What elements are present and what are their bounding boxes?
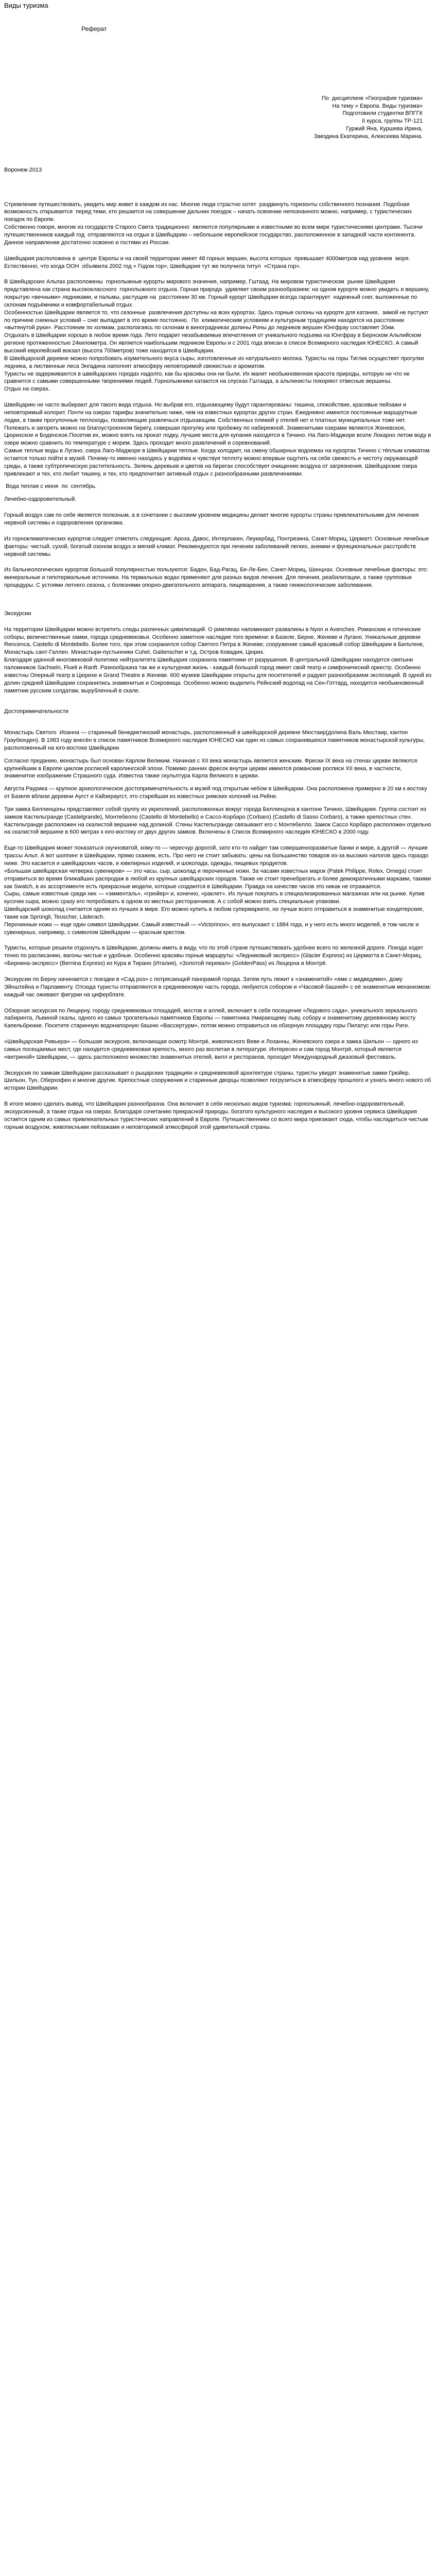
paragraph: Экскурсии	[4, 610, 31, 617]
spacer	[4, 618, 432, 626]
document-body	[4, 201, 432, 1131]
spacer	[4, 490, 432, 496]
document-page	[0, 0, 436, 1141]
spacer	[4, 936, 432, 944]
paragraph: Монастырь Святого Иоанна — старинный бенедиктинский монастырь, расположенный в швейцарской деревне Мюстаир(долина Валь Мюстаир, кантон Граубюнден). В 1983 году внесён в список памятников Всемирного наследия ЮНЕСКО как один из самых сохранившихся памятников монастырской культуры, расположенный на юго-востоке Швейцарии.	[4, 730, 426, 751]
spacer	[4, 270, 432, 278]
paragraph: Сыры, самые известные среди них — «эмменталь», «грюйер» и, конечно, «раклет». Их лучше покупать в специализированных магазинах или на рынке. Купив кусочек сыра, можно сразу его попробовать в одном из местных ресторанчиков. А с собой можно взять специальные упаковки.	[4, 891, 426, 905]
spacer	[4, 503, 432, 512]
paragraph: Из бальнеологических курортов большой популярностью пользуются: Баден, Бад-Рагац, Бе-Ле-Бен, Санкт-Мориц, Шинцнах. Основные лечебные факторы: это: минеральные и гипотермальные источники. На термальных водах применяют для разных видов лечения. Для лечения, реабилитации, а также групповые процедуры. С устоями летнего сезона, с болезнями опорно-двигательного аппарата, пищеварения, а также гинекологические заболевания.	[4, 567, 430, 589]
paragraph: Согласно преданию, монастырь был основан Карлом Великим. Начиная с XII века монастырь является женским. Фрески IX века на стенах церкви являются крупнейшим в Европе циклом росписей каролингской эпохи. Помимо ранних фресок внутри церкви имеются романские росписи XII века, в частности, знаменитое изображение Страшного суда. Известна также скульптура Карла Великого в церкви.	[4, 757, 419, 779]
paragraph: Данное направление достаточно освоено и гостями из России.	[4, 239, 170, 246]
author-line: Звездина Екатерина, Алексеева Марина.	[313, 133, 423, 140]
paragraph: Самые теплые воды в Лугано, озера Лаго-Маджоре в Швейцарии теплые. Когда холодает, на смену обширных водоемах на курортах Тичино с тёплым климатом остается только пойти в музей. Почему-то именно находясь у водоёма и чувствуя теплоту можно впервые ощутить на себе свежесть и чистоту окружающей среды, а также субтропическую растительность. Зелень деревьев и цветов на берегах способствует очищению воздуха от загрязнения. Швейцарские озера привлекают и тех, кто любит тишину, и тех, кто предпочитает активный отдых с разнообразными развлечениями.	[4, 448, 431, 477]
city-year: Воронеж-2013	[4, 166, 42, 173]
spacer	[4, 247, 432, 255]
paragraph: Перочинные ножи — еще один символ Швейцарии. Самый известный — «Victorinox», его выпускают с 1884 года, и у него есть много моделей, в том числе и сувенирных, например, с символом Швейцарии — красным крестом.	[4, 921, 421, 936]
spacer	[4, 999, 432, 1007]
spacer	[4, 478, 432, 483]
document-title: Виды туризма	[4, 2, 48, 9]
paragraph: Из горноклиматических курортов следует отметить следующие: Ароза, Давос, Интерлакен, Леукербад, Понтрезина, Санкт-Мориц, Церматт. Основные лечебные факторы: чистый, сухой, богатый озоном воздух и мягкий климат. Рекомендуются при лечении заболеваний легких, анемии и функциональных расстройств нервной системы.	[4, 535, 431, 557]
paragraph: В итоге можно сделать вывод, что Швейцария разнообразна. Она включает в себя несколько видов туризма: горнолыжный, лечебно-оздоровительный, экскурсионный, а также отдых на озерах. Благодаря сочетанию прекрасной природы, богатого культурного наследия и высокого уровня сервиса Швейцария остается одним из самых привлекательных туристических направлений в Европе. Путешественники со всего мира приезжают сюда, чтобы насладиться чистым горным воздухом, живописными пейзажами и неповторимой атмосферой этой удивительной страны.	[4, 1101, 430, 1130]
paragraph: Достопримечательности	[4, 708, 69, 715]
spacer	[4, 1061, 432, 1070]
paragraph: Горный воздух сам по себе является полезным, а в сочетании с высоким уровнем медицины делает многие курорты страны привлекательными для лечения нервной системы и оздоровления организма.	[4, 512, 421, 527]
spacer	[4, 527, 432, 535]
spacer	[4, 393, 432, 401]
author-block	[4, 95, 432, 141]
author-line: По дисциплине «География туризма»	[321, 95, 423, 101]
author-line: Гуржий Яна, Куршева Ирина,	[346, 126, 423, 132]
spacer	[4, 968, 432, 976]
paragraph: «Большая швейцарская четверка сувениров» — это часы, сыр, шоколад и перочинные ножи. За часами известных марок (Patek Philippe, Rolex, Omega) стоит отправиться во время ближайших распродаж в любой из крупных швейцарских городов. Также не стоит пренебрегать и более демократичными марками, такими как Swatch, в их ассортименте есть прекрасные модели, которые создаются в Швейцарии. Правда на качестве часов это никак не отражается.	[4, 868, 433, 890]
paragraph: Экскурсия по замкам Швейцарии рассказывает о рыцарских традициях и средневековой архитектуре страны, туристы увидят знаменитые замки Грюйер, Шильон, Тун, Оберхофен и многие другие. Крепостные сооружения и старинные дворцы позволяют погрузиться в атмосферу прошлого и узнать много нового об истории Швейцарии.	[4, 1070, 433, 1092]
paragraph: «Швейцарская Ривьера» — большая экскурсия, включающая осмотр Монтрё, живописного Веве и Лозанны, Женевского озера и замка Шильон — одного из самых посещаемых мест, где находится средневековая крепость, много раз воспетая в литературе. Интересен и сам город Монтрё, который является «витриной» Швейцарии, — здесь расположено множество знаменитых отелей, вилл и ресторанов, проходит Международный джазовый фестиваль.	[4, 1039, 420, 1060]
paragraph: На территории Швейцарии можно встретить следы различных цивилизаций. О римлянах напоминают развалины в Nyon и Avenches. Романские и готические соборы, величественные замки, города средневековья. Особенно заметное наследие того времени: в Базеле, Берне, Женеве и Лугано. Уникальные деревни Rencenca, Castello di Montebello. Более того, при этом сохранился собор Святого Петра в Женеве; сооружение самый красивый собор Швейцарии в Бильтене, Монастырь сант-Галлен. Монастыри-пустынники Cuhel, Gaitenscher и т.д. Остров Ковадия, Цюрих.	[4, 626, 426, 656]
paragraph: Обзорная экскурсия по Люцерну, городу средневековых площадей, мостов и аллей, включает в себя посещение «Ледового сада», уникального зеркального лабиринта, Львиной скалы, одного из самых трогательных памятников Европы — памятника Умирающему льву, собору и знаменитому деревянному мосту Капельбрюкке. Посетите старинную водонапорную башню «Вассертурм», потом можно отправиться на обзорную площадку горы Пилатус или горы Риги.	[4, 1007, 419, 1029]
spacer	[4, 589, 432, 610]
spacer	[4, 716, 432, 729]
author-line: II курса, группы ТР-121	[362, 118, 423, 125]
spacer	[4, 780, 432, 785]
paragraph: Августа Раурика — крупное археологическое достопримечательность и музей под открытым небом в Швейцарии. Она расположена примерно в 20 км к востоку от Базеля вблизи деревни Аугст и Кайзераугст, это старейшая из известных римских колоний на Рейне.	[4, 786, 429, 800]
paragraph: В Швейцарской деревне можно попробовать изумительного вкуса сыры, изготовленные из натурального молока. Туристы на горы Тиглик осуществят прогулки ледника, а лиственные леса Энгадина наполнят атмосферу неповторимой свежестью и ароматом.	[4, 355, 426, 369]
paragraph: Швейцарию не часто выбирают для такого вида отдыха. Но выбрав его, отдыхающему будут гарантированы: тишина, спокойствие, красивые пейзажи и неповторимый колорит. Почти на озерах тарифы значительно ниже, чем на известных курортах других стран. Ежедневно имеются постоянные маршрутные лодки, а также прогулочные теплоходы, позволяющие развлечься отдыхающим. Собственных пляжей у отелей нет и платных муниципальных тоже нет. Полежать и загореть можно на благоустроенном берегу, совершая прогулку или пробежку по набережной. Знаменитыми озерами являются Женевское, Цюрихское и Боденское.Посетив их, можно взять на прокат лодку, лучшие места для купания находятся в Тичино. На Лаго-Маджоре возле Локарно летом воду в озере можно сравнить по температуре с морем. Здесь проходит много развлечений и соревнований.	[4, 402, 433, 447]
paragraph: Экскурсии по Берну начинается с поездки в «Сад роз» с потрясающей панорамой города. Затем путь лежит к «знаменитой» «яме с медведями», дому Эйнштейна и Парламенту. Отсюда туристы отправляются в средневековую часть города, любуются собором и «Часовой башней» с её знаменитым механизмом: каждый час оживают фигурки на циферблате.	[4, 976, 433, 998]
author-line: На тему « Европа. Виды туризма»	[332, 103, 423, 109]
paragraph: Швейцария расположена в центре Европы и на своей территории имеет 48 горных вершин, высота которых превышает 4000метров над уровнем моря. Естественно, что когда ООН объявила 2002 год « Годом гор», Швейцария тут же получила титул «Страна гор».	[4, 255, 412, 269]
spacer	[4, 694, 432, 708]
spacer	[4, 752, 432, 757]
paragraph: Отдых на озерах.	[4, 386, 50, 393]
spacer	[4, 1092, 432, 1100]
paragraph: Туристы, которые решили отдохнуть в Швейцарии, должны иметь в виду, что по этой стране путешествовать удобнее всего по железной дороге. Поезда ходят точно по расписанию, вагоны чистые и удобные. Особенно красивы горные маршруты: «Ледниковый экспресс» (Glacier Express) из Церматта в Санкт-Мориц, «Бернина-экспресс» (Bernina Express) из Кура в Тирано (Италия), «Золотой перевал» (GoldenPass) из Люцерна в Монтрё.	[4, 945, 425, 967]
paragraph: Отдыхать в Швейцарии хорошо в любое время года. Лето подарит незабываемые впечатления от уникального подъема на Юнгфрау в Бернском Альпийском регионе протяженностью 24километра. Он является наибольшим ледником Европы и с 2001 года вписан в список Всемирного наследия ЮНЕСКО. А самый высокий европейский вокзал (высота 700метров) тоже находится в Швейцарии.	[4, 332, 423, 354]
paragraph: Туристы не задерживаются в швейцарских городах надолго, как бы красивы они ни были. Их манит необыкновенная красота природы, которую ни что не сравнится с самыми совершенными творениями людей. Горнолыжники катаются на спусках Гштаада, а альпинисты покоряют отвесные вершины.	[4, 370, 411, 385]
spacer	[4, 836, 432, 844]
paragraph: Швейцарский шоколад считается одним из лучших в мире. Его можно купить в любом супермаркете, но лучше всего отправиться в знаменитые кондитерские, такие как Sprüngli, Teuscher, Läderach.	[4, 906, 426, 920]
paragraph: Стремление путешествовать, увидеть мир живет в каждом из нас. Многие люди страстно хотят раздвинуть горизонты собственного познания. Подобная возможность открывается перед теми, кто решается на совершение дальних поездок – начать освоение непознанного можно, например, с туристических поездок по Европе.	[4, 201, 415, 223]
paragraph: В Швейцарских Альпах расположены горнолыжные курорты мирового значения, например, Гштаад. На мировом туристическом рынке Швейцария представлена как страна высококлассного горнолыжного отдыха. Горная природа удивляет своим разнообразием: на одном курорте можно увидеть и вершину, покрытую «вечными» ледниками, и пальмы, растущие на расстоянии 30 км. Горный курорт Швейцарии всегда гарантирует надежный снег, выложенные по склонам подъёмники и комфортабельный отдых.	[4, 279, 431, 308]
author-line: Подготовили студентки ВПГГК	[342, 110, 423, 117]
spacer	[4, 801, 432, 806]
spacer	[4, 558, 432, 566]
paragraph: Особенностью Швейцарии является то, что сезонные развлечения доступны на всех курортах. Здесь горные склоны на курорте для катания, зимой не пустуют по причине снежных условий – снег выпадает в это время постоянно. По климатическим условиям и культурным традициям находятся на расстоянии «вытянутой руки». Расстояние по холмам, располагаясь по склонам в виноградниках долины Роны до ледников вершин Юнгфрау составляет 20км.	[4, 309, 430, 331]
spacer	[4, 1030, 432, 1038]
document-kind: Реферат	[81, 25, 107, 32]
paragraph: Вода теплая с июня по сентябрь.	[4, 483, 97, 490]
paragraph: Собственно говоря, многие из государств Старого Света традиционно являются популярными и известными во всем мире туристическими центрами. Тысячи путешественников каждый год отправляются на отдых в Швейцарию – небольшое европейское государство, расположенное в западной части континента.	[4, 224, 424, 239]
paragraph: Три замка Беллинцоны представляют собой группу из укреплений, расположенных вокруг города Беллинцона в кантоне Тичино, Швейцария. Группа состоит из замков Кастельгранде (Castelgrande), Монтебелло (Castello di Montebello) и Сассо-Корбаро (Corbaro) (Castello di Sasso Corbaro), а также крепостных стен. Кастельгранде расположен на скалистой вершине над долиной. Стены Кастельгранде связывают его с Монтебелло. Замок Сассо Корбаро расположен отдельно на скалистой вершине в 600 метрах к юго-востоку от двух других замков. Включены в Список Всемирного наследия ЮНЕСКО в 2000 году.	[4, 806, 433, 836]
paragraph: Еще-то Швейцария может показаться скучноватой, кому-то — чересчур дорогой, зато кто-то найдет там совершенноразвитые банки и мире, а другой — лучшие трассы Альп. А вот шоппинг в Швейцарии, прямо скажем, есть. Про него не стоит забывать: цены на большинство товаров из-за высоких налогов здесь гораздо ниже. Это касается и швейцарских часов, и ювелирных изделий, и шоколада, одежды, пищевых продуктов.	[4, 845, 430, 867]
paragraph: Благодаря удачной многовековой политике нейтралитета Швейцария сохранила памятники от разрушения. В центральной Швейцарии находятся святыни паломников Sachseln, Flueli и Ranft. Разнообразна так же и культурная жизнь - каждый большой город имеет свой театр и симфонический оркестр. Особенно известны Оперный театр в Цюрихе и Grand Theatre в Женеве. 600 музеев Швейцарии открыты для посетителей и радуют разнообразием экспозиций. В одной из долин средней Швейцарии сохранились знаменитые и Сокровища. Особенно можно выделить Рейнский водопад на Сен-Готтард, находится необыкновенный памятник русским солдатам, вырубленный в скале.	[4, 657, 433, 694]
paragraph: Лечебно-оздоровительный.	[4, 496, 77, 503]
